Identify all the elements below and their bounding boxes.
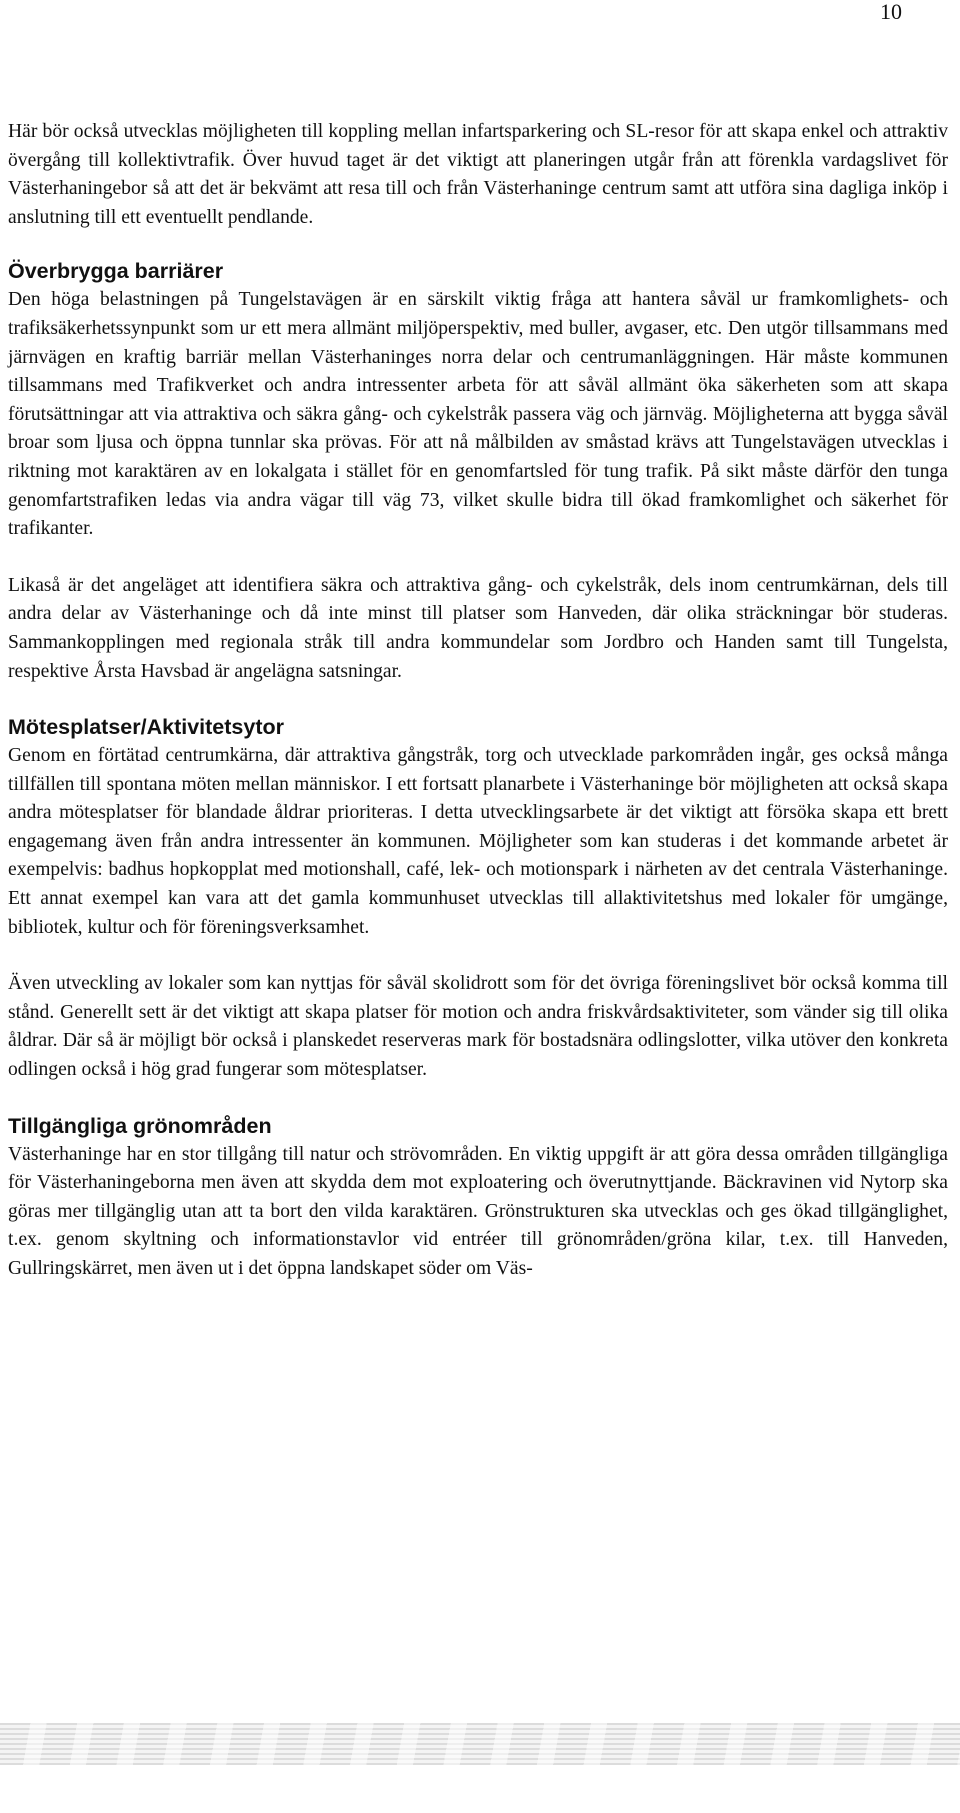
page-number: 10: [880, 0, 902, 24]
heading-overbrygga-barriarer: Överbrygga barriärer: [8, 259, 224, 284]
meeting-paragraph-2: Även utveckling av lokaler som kan nyttjas för såväl skolidrott som för det övriga föreningslivet bör också komma till stånd. Generellt sett är det viktigt att skapa platser för motion och andra friskvårdsaktiviteter, som vänder sig till olika åldrar. Där så är möjligt bör också i planskedet reserveras mark för bostadsnära odlingslotter, vilka utöver den konkreta odlingen också i hög grad fungerar som mötesplatser.: [8, 973, 948, 1081]
barriers-paragraph-1: Den höga belastningen på Tungelstavägen är en särskilt viktig fråga att hantera såväl ur framkomlighets- och trafiksäkerhetssynpunkt som ur ett mera allmänt miljöperspektiv, med buller, avgaser, etc. Den utgör tillsammans med järnvägen en kraftig barriär mellan Västerhaninges norra delar och centrumanläggningen. Här måste kommunen tillsammans med Trafikverket och andra intressenter arbeta för att såväl allmänt öka säkerheten som att skapa förutsättningar att via attraktiva och säkra gång- och cykelstråk passera väg och järnväg. Möjligheterna att bygga såväl broar som ljusa och öppna tunnlar ska prövas. För att nå målbilden av småstad krävs att Tungelstavägen utvecklas i riktning mot karaktären av en lokalgata i stället för en genomfartsled för tung trafik. På sikt måste därför den tunga genomfartstrafiken ledas via andra vägar till väg 73, vilket skulle bidra till ökad framkomlighet och säkerhet för trafikanter.: [8, 289, 948, 540]
document-body: [8, 118, 948, 1284]
footer-decorative-band: [0, 1723, 960, 1765]
green-paragraph-1: Västerhaninge har en stor tillgång till natur och strövområden. En viktig uppgift är att göra dessa områden tillgängliga för Västerhaningeborna men även att skydda dem mot exploatering och överutnyttjande. Bäckravinen vid Nytorp ska göras mer tillgänglig utan att ta bort den vilda karaktären. Grönstrukturen ska utvecklas och ges ökad tillgänglighet, t.ex. genom skyltning och informationstavlor vid entréer till grönområden/gröna kilar, t.ex. till Hanveden, Gullringskärret, men även ut i det öppna landskapet söder om Väs-: [8, 1143, 948, 1279]
barriers-paragraph-2: Likaså är det angeläget att identifiera säkra och attraktiva gång- och cykelstråk, dels inom centrumkärnan, dels till andra delar av Västerhaninge och då inte minst till platser som Hanveden, där olika sträckningar bör studeras. Sammankopplingen med regionala stråk till andra kommundelar som Jordbro och Handen samt till Tungelsta, respektive Årsta Havsbad är angelägna satsningar.: [8, 574, 948, 682]
heading-tillgangliga-gronomraden: Tillgängliga grönområden: [8, 1113, 272, 1138]
intro-paragraph: Här bör också utvecklas möjligheten till koppling mellan infartsparkering och SL-resor för att skapa enkel och attraktiv övergång till kollektivtrafik. Över huvud taget är det viktigt att planeringen utgår från att förenkla vardagslivet för Västerhaningebor så att det är bekvämt att resa till och från Västerhaninge centrum samt att utföra sina dagliga inköp i anslutning till ett eventuellt pendlande.: [8, 121, 948, 228]
heading-motesplatser: Mötesplatser/Aktivitetsytor: [8, 715, 284, 740]
meeting-paragraph-1: Genom en förtätad centrumkärna, där attraktiva gångstråk, torg och utvecklade parkområden ingår, ges också många tillfällen till spontana möten mellan människor. I ett fortsatt planarbete i Västerhaninge bör möjligheten att också skapa andra mötesplatser för blandade åldrar prioriteras. I detta utvecklingsarbete är det viktigt att försöka skapa ett brett engagemang även från andra intressenter än kommunen. Möjligheter som kan studeras i det kommande arbetet är exempelvis: badhus hopkopplat med motionshall, café, lek- och motionspark i närheten av det centrala Västerhaninge. Ett annat exempel kan vara att det gamla kommunhuset utvecklas till allaktivitetshus med lokaler för umgänge, bibliotek, kultur och för föreningsverksamhet.: [8, 745, 948, 938]
